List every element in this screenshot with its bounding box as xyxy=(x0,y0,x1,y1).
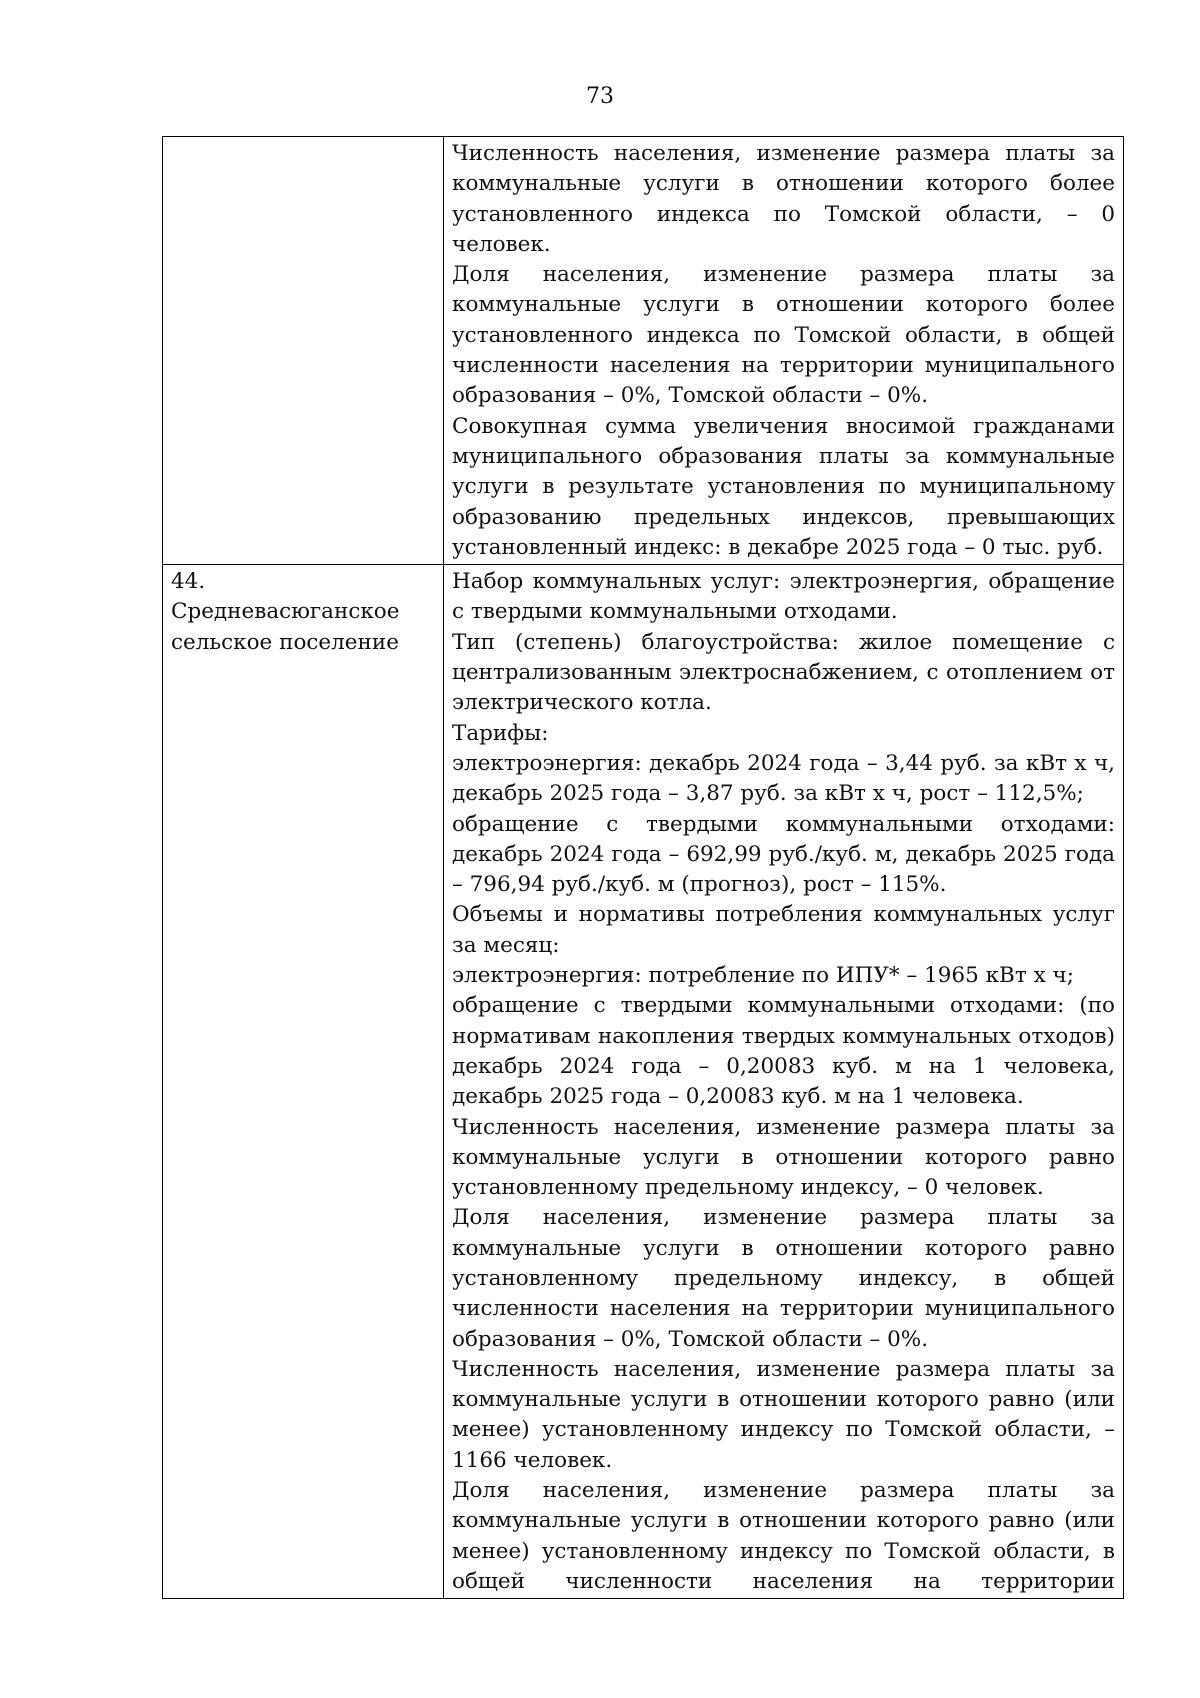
page-number: 73 xyxy=(586,84,614,109)
description-cell xyxy=(444,137,1124,565)
paragraph: Тип (степень) благоустройства: жилое помещение с централизованным электроснабжением, с отоплением от электрического котла. xyxy=(452,629,1115,716)
indices-table xyxy=(162,136,1124,1599)
paragraph: электроэнергия: потребление по ИПУ* – 1965 кВт х ч; xyxy=(452,963,1074,989)
table-row xyxy=(163,137,1124,565)
paragraph: Набор коммунальных услуг: электроэнергия, обращение с твердыми коммунальными отходами. xyxy=(452,569,1115,625)
paragraph: электроэнергия: декабрь 2024 года – 3,44 руб. за кВт х ч, декабрь 2025 года – 3,87 руб. за кВт х ч, рост – 112,5%; xyxy=(452,750,1115,807)
paragraph: обращение с твердыми коммунальными отходами: (по нормативам накопления твердых коммунальных отходов) декабрь 2024 года – 0,20083 куб. м на 1 человека, декабрь 2025 года – 0,20083 куб. м на 1 человека. xyxy=(452,993,1115,1110)
paragraph: Доля населения, изменение размера платы за коммунальные услуги в отношении которого равно установленному предельному индексу, в общей численности населения на территории муниципального образования – 0%, Томской области – 0%. xyxy=(452,1205,1115,1352)
paragraph: Совокупная сумма увеличения вносимой гражданами муниципального образования платы за коммунальные услуги в результате установления по муниципальному образованию предельных индексов, превышающих установленный индекс: в декабре 2025 года – 0 тыс. руб. xyxy=(452,413,1115,560)
paragraph: Численность населения, изменение размера платы за коммунальные услуги в отношении которого равно (или менее) установленному индексу по Томской области, – 1166 человек. xyxy=(452,1356,1115,1473)
paragraph: Численность населения, изменение размера платы за коммунальные услуги в отношении которого более установленного индекса по Томской области, – 0 человек. xyxy=(452,141,1115,257)
paragraph: Численность населения, изменение размера платы за коммунальные услуги в отношении которого равно установленному предельному индексу, – 0 человек. xyxy=(452,1114,1115,1201)
paragraph: Доля населения, изменение размера платы за коммунальные услуги в отношении которого более установленного индекса по Томской области, в общей численности населения на территории муниципального образования – 0%, Томской области – 0%. xyxy=(452,262,1115,409)
paragraph: Объемы и нормативы потребления коммунальных услуг за месяц: xyxy=(452,902,1115,958)
municipality-cell xyxy=(163,565,444,1599)
municipality-cell xyxy=(163,137,444,565)
paragraph: обращение с твердыми коммунальными отходами: декабрь 2024 года – 692,99 руб./куб. м, декабрь 2025 года – 796,94 руб./куб. м (прогноз), рост – 115%. xyxy=(452,811,1115,898)
paragraph: Тарифы: xyxy=(452,720,549,746)
paragraph: Доля населения, изменение размера платы за коммунальные услуги в отношении которого равно (или менее) установленному индексу по Томской области, в общей численности населения на территории xyxy=(452,1478,1115,1594)
row-number: 44. xyxy=(171,569,206,595)
municipality-name-line: сельское поселение xyxy=(171,629,399,655)
municipality-name-line: Средневасюганское xyxy=(171,599,400,625)
description-cell xyxy=(444,565,1124,1599)
table-row xyxy=(163,565,1124,1599)
